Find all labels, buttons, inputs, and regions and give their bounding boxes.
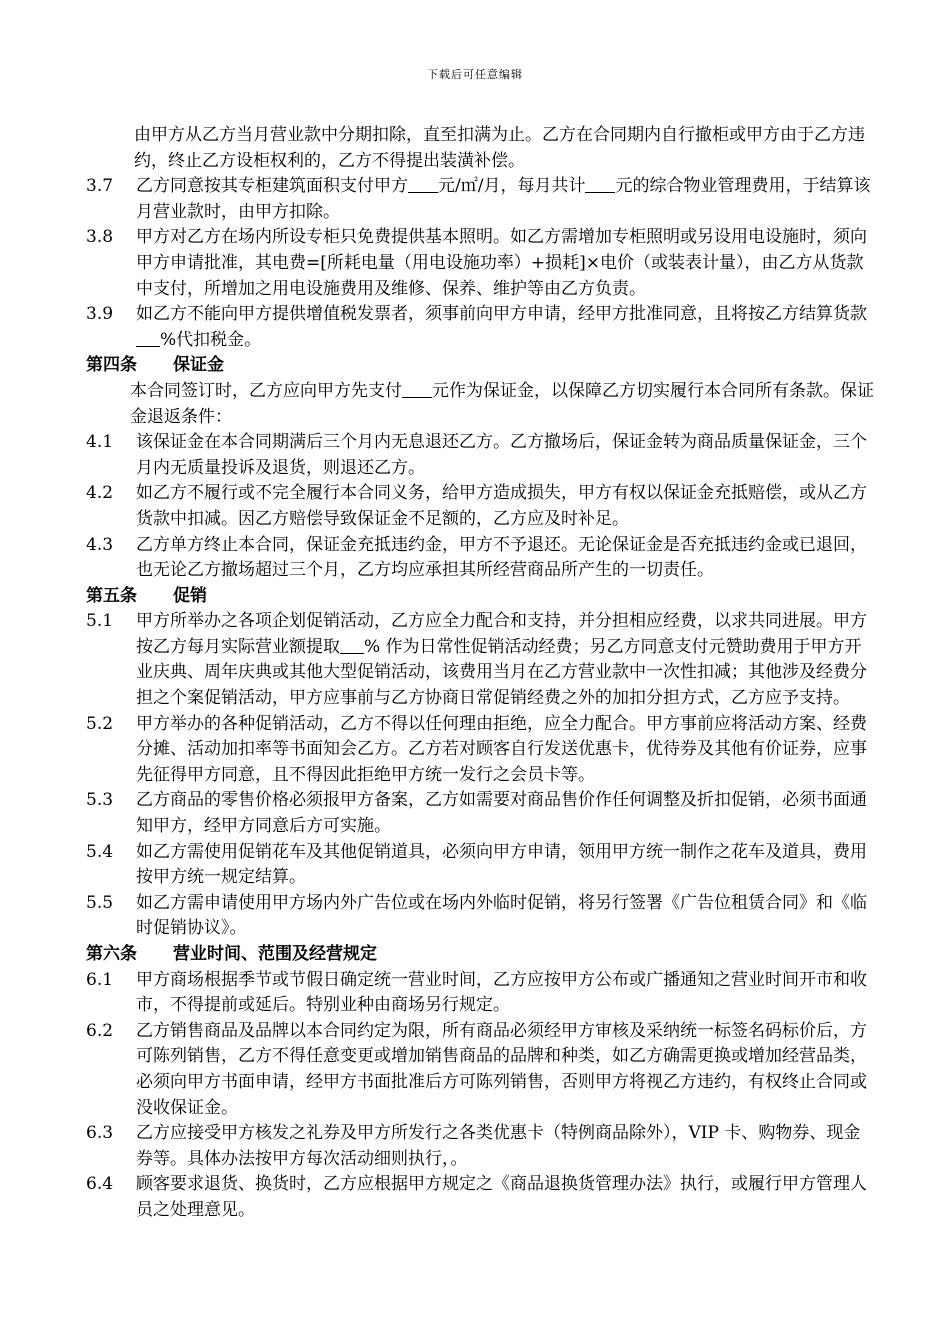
clause-4-1 [86, 430, 876, 481]
article-title: 促销 [173, 585, 207, 606]
clause-number: 5.3 [86, 790, 114, 811]
clause-5-4 [86, 840, 876, 891]
clause-number: 3.8 [86, 227, 114, 248]
fill-blank[interactable] [585, 174, 615, 193]
fill-blank[interactable] [408, 174, 438, 193]
clause-number: 5.1 [86, 611, 114, 632]
article-title: 营业时间、范围及经营规定 [173, 944, 377, 964]
clause-text: 乙方应接受甲方核发之礼券及甲方所发行之各类优惠卡（特例商品除外），VIP 卡、购物券、现金券等。具体办法按甲方每次活动细则执行，。 [136, 1123, 861, 1169]
article-title: 保证金 [173, 355, 224, 376]
clause-number: 4.3 [86, 534, 114, 555]
clause-text: 乙方单方终止本合同，保证金充抵违约金，甲方不予退还。无论保证金是否充抵违约金或已退回，也无论乙方撤场超过三个月，乙方均应承担其所经营商品所产生的一切责任。 [136, 534, 867, 581]
clause-5-1 [86, 609, 876, 711]
fill-blank[interactable] [340, 635, 364, 654]
clause-3-9 [86, 302, 876, 353]
clause-4-3 [86, 533, 876, 584]
article-label: 第五条 [86, 585, 137, 606]
document-body [86, 123, 876, 1224]
clause-number: 3.9 [86, 304, 114, 325]
clause-text: 甲方对乙方在场内所设专柜只免费提供基本照明。如乙方需增加专柜照明或另设用电设施时，须向甲方申请批准，其电费=[所耗电量（用电设施功率）+损耗]×电价（或装表计量），由乙方从货款中支付，所增加之用电设施费用及维修、保养、维护等由乙方负责。 [136, 227, 867, 299]
article-heading-4 [86, 353, 876, 379]
clause-number: 5.4 [86, 841, 114, 862]
clause-number: 5.2 [86, 713, 114, 734]
clause-6-3 [86, 1121, 876, 1172]
clause-text: 甲方所举办之各项企划促销活动，乙方应全力配合和支持，并分担相应经费，以求共同进展。甲方按乙方每月实际营业额提取 % 作为日常性促销活动经费；另乙方同意支付元赞助费用于甲方开业庆典、周年庆典或其他大型促销活动，该费用当月在乙方营业款中一次性扣减；其他涉及经费分担之个案促销活动，甲方应事前与乙方协商日常促销经费之外的加扣分担方式，乙方应予支持。 [136, 611, 867, 709]
clause-text: 乙方商品的零售价格必须报甲方备案，乙方如需要对商品售价作任何调整及折扣促销，必须书面通知甲方，经甲方同意后方可实施。 [136, 790, 867, 837]
article-heading-5 [86, 584, 876, 610]
clause-text: 顾客要求退货、换货时，乙方应根据甲方规定之《商品退换货管理办法》执行，或履行甲方管理人员之处理意见。 [136, 1174, 867, 1220]
clause-number: 4.1 [86, 432, 114, 453]
clause-text: 乙方同意按其专柜建筑面积支付甲方 元/㎡/月，每月共计 元的综合物业管理费用，于结算该月营业款时，由甲方扣除。 [136, 176, 871, 222]
clause-number: 4.2 [86, 483, 114, 504]
clause-5-5 [86, 891, 876, 942]
paragraph-intro: 本合同签订时，乙方应向甲方先支付 元作为保证金，以保障乙方切实履行本合同所有条款。保证金退返条件： [130, 380, 874, 427]
clause-text: 如乙方需使用促销花车及其他促销道具，必须向甲方申请，领用甲方统一制作之花车及道具，费用按甲方统一规定结算。 [136, 841, 867, 888]
clause-6-2 [86, 1019, 876, 1121]
clause-number: 6.3 [86, 1123, 114, 1144]
clause-number: 6.4 [86, 1174, 114, 1195]
article-label: 第六条 [86, 944, 137, 964]
clause-5-2 [86, 712, 876, 789]
clause-text: 该保证金在本合同期满后三个月内无息退还乙方。乙方撤场后，保证金转为商品质量保证金，三个月内无质量投诉及退货，则退还乙方。 [136, 432, 867, 478]
article-label: 第四条 [86, 355, 137, 376]
clause-text: 如乙方不履行或不完全履行本合同义务，给甲方造成损失，甲方有权以保证金充抵赔偿，或从乙方货款中扣减。因乙方赔偿导致保证金不足额的，乙方应及时补足。 [136, 483, 867, 529]
clause-text: 甲方商场根据季节或节假日确定统一营业时间，乙方应按甲方公布或广播通知之营业时间开市和收市，不得提前或延后。特别业种由商场另行规定。 [136, 969, 867, 1016]
clause-number: 6.2 [86, 1020, 114, 1041]
clause-text: 如乙方需申请使用甲方场内外广告位或在场内外临时促销，将另行签署《广告位租赁合同》和《临时促销协议》。 [136, 892, 867, 939]
clause-number: 6.1 [86, 969, 114, 990]
page-header: 下载后可任意编辑 [427, 68, 523, 81]
clause-text: 如乙方不能向甲方提供增值税发票者，须事前向甲方申请，经甲方批准同意，且将按乙方结算货款%代扣税金。 [136, 304, 867, 350]
clause-6-4 [86, 1172, 876, 1223]
paragraph-continued: 由甲方从乙方当月营业款中分期扣除，直至扣满为止。乙方在合同期内自行撤柜或甲方由于乙方违约，终止乙方设柜权利的，乙方不得提出装潢补偿。 [134, 125, 865, 171]
clause-3-8 [86, 225, 876, 302]
clause-number: 5.5 [86, 892, 114, 913]
fill-blank[interactable] [136, 328, 160, 347]
clause-text: 乙方销售商品及品牌以本合同约定为限，所有商品必须经甲方审核及采纳统一标签名码标价后，方可陈列销售，乙方不得任意变更或增加销售商品的品牌和种类，如乙方确需更换或增加经营品类，必须向甲方书面申请，经甲方书面批准后方可陈列销售，否则甲方将视乙方违约，有权终止合同或没收保证金。 [136, 1020, 867, 1118]
clause-5-3 [86, 788, 876, 839]
clause-3-7 [86, 174, 876, 225]
fill-blank[interactable] [402, 379, 432, 398]
clause-4-2 [86, 481, 876, 532]
clause-text: 甲方举办的各种促销活动，乙方不得以任何理由拒绝，应全力配合。甲方事前应将活动方案、经费分摊、活动加扣率等书面知会乙方。乙方若对顾客自行发送优惠卡，优待券及其他有价证券，应事先征得甲方同意，且不得因此拒绝甲方统一发行之会员卡等。 [136, 713, 867, 785]
clause-6-1 [86, 968, 876, 1019]
article-heading-6 [86, 942, 876, 968]
clause-number: 3.7 [86, 176, 114, 197]
